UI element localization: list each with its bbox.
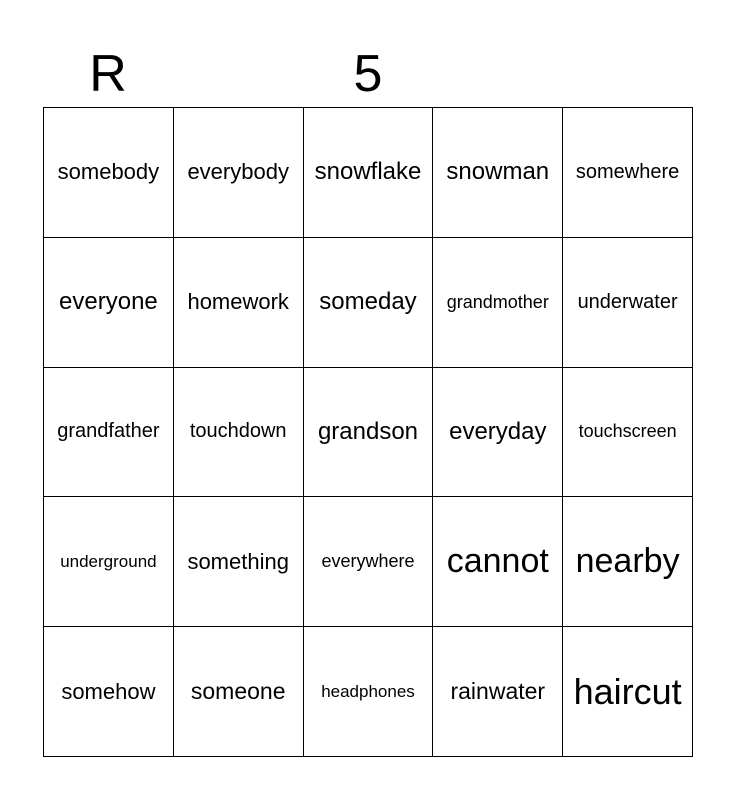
header-letter bbox=[433, 44, 563, 104]
bingo-cell[interactable]: underwater bbox=[563, 238, 693, 368]
bingo-cell[interactable]: everyone bbox=[44, 238, 174, 368]
bingo-cell[interactable]: snowman bbox=[433, 108, 563, 238]
bingo-cell[interactable]: someday bbox=[304, 238, 434, 368]
bingo-cell[interactable]: everyday bbox=[433, 368, 563, 498]
header-letter: 5 bbox=[353, 45, 383, 103]
bingo-cell[interactable]: somewhere bbox=[563, 108, 693, 238]
bingo-cell[interactable]: snowflake bbox=[304, 108, 434, 238]
bingo-cell[interactable]: touchdown bbox=[174, 368, 304, 498]
bingo-cell[interactable]: nearby bbox=[563, 497, 693, 627]
bingo-cell[interactable]: grandmother bbox=[433, 238, 563, 368]
header-letter bbox=[173, 44, 303, 104]
bingo-cell[interactable]: grandson bbox=[304, 368, 434, 498]
bingo-cell[interactable]: somebody bbox=[44, 108, 174, 238]
bingo-cell[interactable]: grandfather bbox=[44, 368, 174, 498]
bingo-cell[interactable]: something bbox=[174, 497, 304, 627]
bingo-cell[interactable]: underground bbox=[44, 497, 174, 627]
bingo-header bbox=[43, 44, 693, 104]
bingo-cell[interactable]: headphones bbox=[304, 627, 434, 757]
header-letter bbox=[563, 44, 693, 104]
header-letter: R bbox=[89, 45, 127, 103]
bingo-cell[interactable]: everywhere bbox=[304, 497, 434, 627]
bingo-board bbox=[43, 107, 693, 757]
bingo-cell[interactable]: touchscreen bbox=[563, 368, 693, 498]
bingo-cell[interactable]: haircut bbox=[563, 627, 693, 757]
bingo-cell[interactable]: someone bbox=[174, 627, 304, 757]
bingo-cell[interactable]: everybody bbox=[174, 108, 304, 238]
bingo-cell[interactable]: rainwater bbox=[433, 627, 563, 757]
bingo-cell[interactable]: cannot bbox=[433, 497, 563, 627]
bingo-cell[interactable]: somehow bbox=[44, 627, 174, 757]
bingo-cell[interactable]: homework bbox=[174, 238, 304, 368]
